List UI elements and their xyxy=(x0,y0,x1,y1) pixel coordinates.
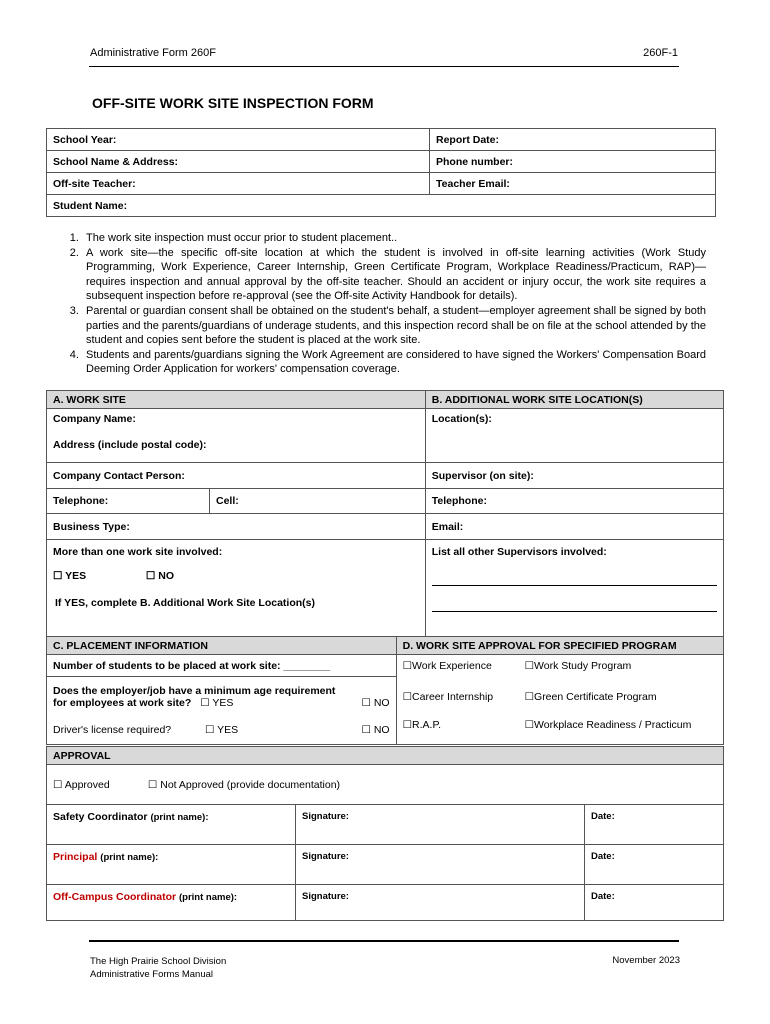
approval-heading: APPROVAL xyxy=(47,747,724,765)
principal-field[interactable] xyxy=(47,845,296,885)
form-number-label: Administrative Form 260F xyxy=(90,47,216,59)
print-name-label: (print name): xyxy=(100,852,159,863)
off-campus-date-field[interactable]: Date: xyxy=(585,885,724,921)
approval-table xyxy=(46,746,724,921)
footer-rule xyxy=(89,940,679,942)
license-label: Driver's license required? xyxy=(47,717,200,745)
safety-coordinator-field[interactable] xyxy=(47,805,296,845)
supervisor-field[interactable]: Supervisor (on site): xyxy=(425,463,723,489)
contact-person-field[interactable]: Company Contact Person: xyxy=(47,463,426,489)
instruction-item: 1. The work site inspection must occur prior to student placement.. xyxy=(82,231,706,246)
license-no-checkbox[interactable]: ☐ NO xyxy=(303,717,396,745)
approved-checkbox[interactable]: ☐ Approved xyxy=(53,778,110,791)
principal-date-field[interactable]: Date: xyxy=(585,845,724,885)
program-rap[interactable]: ☐R.A.P. xyxy=(396,717,519,745)
approval-options xyxy=(47,765,724,805)
program-work-experience[interactable]: ☐Work Experience xyxy=(396,655,519,677)
program-work-study[interactable]: ☐Work Study Program xyxy=(519,655,724,677)
teacher-email-field[interactable]: Teacher Email: xyxy=(430,173,716,195)
min-age-cell xyxy=(47,677,397,717)
program-workplace-readiness[interactable]: ☐Workplace Readiness / Practicum xyxy=(519,717,724,745)
multiple-sites-yes-checkbox[interactable]: ☐ YES xyxy=(53,570,87,582)
b-email-field[interactable]: Email: xyxy=(425,514,723,540)
school-name-field[interactable]: School Name & Address: xyxy=(47,151,430,173)
supervisors-list-label: List all other Supervisors involved: xyxy=(431,546,607,558)
if-yes-note: If YES, complete B. Additional Work Site Location(s) xyxy=(55,597,316,609)
print-name-label: (print name): xyxy=(150,812,209,823)
cell-field[interactable]: Cell: xyxy=(210,489,426,514)
section-a-heading: A. WORK SITE xyxy=(47,391,426,409)
footer-division: The High Prairie School Division xyxy=(90,956,227,967)
address-field[interactable]: Address (include postal code): xyxy=(47,429,426,463)
footer-left xyxy=(90,955,226,981)
program-career-internship[interactable]: ☐Career Internship xyxy=(396,677,519,717)
phone-field[interactable]: Phone number: xyxy=(430,151,716,173)
telephone-field[interactable]: Telephone: xyxy=(47,489,210,514)
teacher-field[interactable]: Off-site Teacher: xyxy=(47,173,430,195)
header-rule xyxy=(89,66,679,67)
supervisors-lines[interactable] xyxy=(432,558,717,638)
license-yes-checkbox[interactable]: ☐ YES xyxy=(199,717,303,745)
business-type-field[interactable]: Business Type: xyxy=(47,514,426,540)
page-title: OFF-SITE WORK SITE INSPECTION FORM xyxy=(92,95,374,111)
b-telephone-field[interactable]: Telephone: xyxy=(425,489,723,514)
safety-coordinator-label: Safety Coordinator xyxy=(53,811,148,823)
min-age-question-2: for employees at work site? xyxy=(53,696,192,709)
not-approved-checkbox[interactable]: ☐ Not Approved (provide documentation) xyxy=(147,778,341,791)
instruction-item: 3. Parental or guardian consent shall be obtained on the student's behalf, a student—employer agreement shall be signed by both parties and the parents/guardians of underage students, and this inspection record shall be on file at the school attended by the student and copies sent before the student is placed at the work site. xyxy=(82,304,706,348)
multiple-sites-cell xyxy=(47,540,426,640)
off-campus-coordinator-field[interactable] xyxy=(47,885,296,921)
supervisors-list-cell xyxy=(425,540,723,640)
student-name-field[interactable]: Student Name: xyxy=(47,195,716,217)
print-name-label: (print name): xyxy=(179,892,238,903)
multiple-sites-no-checkbox[interactable]: ☐ NO xyxy=(145,570,175,582)
placement-table xyxy=(46,636,724,745)
section-d-heading: D. WORK SITE APPROVAL FOR SPECIFIED PROGRAM xyxy=(396,637,723,655)
principal-label: Principal xyxy=(53,851,98,863)
work-site-table xyxy=(46,390,724,640)
section-c-heading: C. PLACEMENT INFORMATION xyxy=(47,637,397,655)
min-age-no-checkbox[interactable]: ☐ NO xyxy=(361,696,390,709)
footer-date: November 2023 xyxy=(612,955,680,966)
page-number: 260F-1 xyxy=(643,47,678,59)
multiple-sites-label: More than one work site involved: xyxy=(53,546,223,558)
section-b-heading: B. ADDITIONAL WORK SITE LOCATION(S) xyxy=(425,391,723,409)
min-age-yes-checkbox[interactable]: ☐ YES xyxy=(200,696,234,709)
footer-manual: Administrative Forms Manual xyxy=(90,969,214,980)
instruction-item: 2. A work site—the specific off-site location at which the student is involved in off-site learning activities (Work Study Programming, Work Experience, Career Internship, Green Certificate Program, Workplace Readiness/Practicum, RAP)—requires inspection and annual approval by the off-site teacher. Should an accident or injury occur, the work site requires a subsequent inspection before re-approval (see the Off-site Activity Handbook for details). xyxy=(82,246,706,304)
off-campus-coordinator-label: Off-Campus Coordinator xyxy=(53,891,177,903)
min-age-question: Does the employer/job have a minimum age requirement xyxy=(53,684,336,697)
safety-signature-field[interactable]: Signature: xyxy=(296,805,585,845)
principal-signature-field[interactable]: Signature: xyxy=(296,845,585,885)
school-year-field[interactable]: School Year: xyxy=(47,129,430,151)
report-date-field[interactable]: Report Date: xyxy=(430,129,716,151)
locations-field[interactable]: Location(s): xyxy=(425,409,723,463)
program-green-certificate[interactable]: ☐Green Certificate Program xyxy=(519,677,724,717)
instructions xyxy=(48,231,706,377)
instruction-item: 4. Students and parents/guardians signing the Work Agreement are considered to have signed the Workers' Compensation Board Deeming Order Application for workers' compensation coverage. xyxy=(82,348,706,377)
safety-date-field[interactable]: Date: xyxy=(585,805,724,845)
off-campus-signature-field[interactable]: Signature: xyxy=(296,885,585,921)
student-info-table xyxy=(46,128,716,217)
num-students-field[interactable]: Number of students to be placed at work site: ________ xyxy=(47,655,397,677)
company-name-field[interactable]: Company Name: xyxy=(47,409,426,429)
